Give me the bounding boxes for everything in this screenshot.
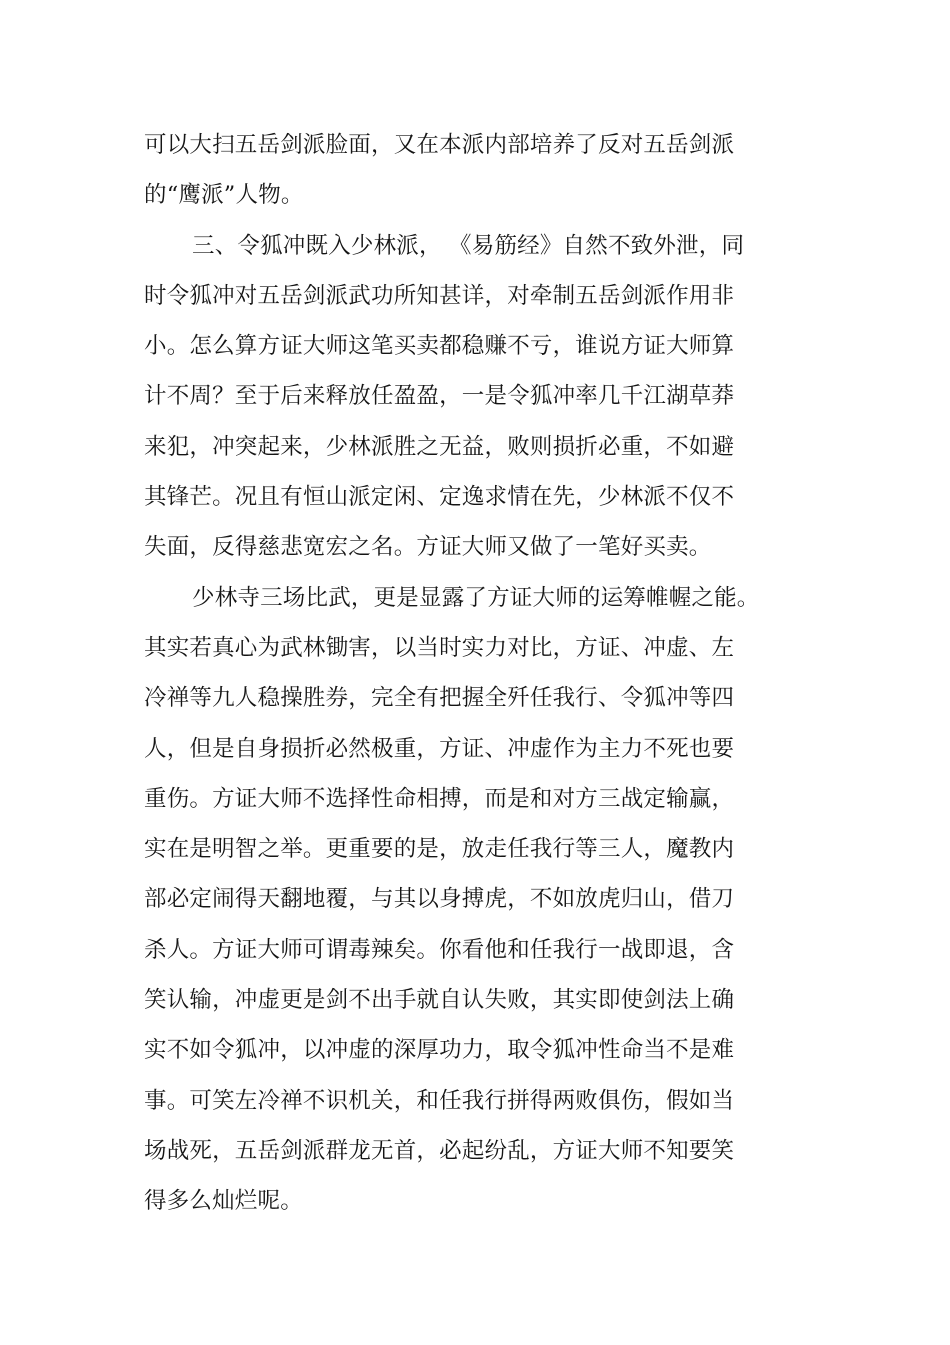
text-line: 得多么灿烂呢。 <box>144 1188 303 1215</box>
text-line: 实不如令狐冲，以冲虚的深厚功力，取令狐冲性命当不是难 <box>144 1037 735 1064</box>
text-line: 其锋芒。况且有恒山派定闲、定逸求情在先，少林派不仅不 <box>144 484 735 511</box>
text-line: 计不周？至于后来释放任盈盈，一是令狐冲率几千江湖草莽 <box>144 383 735 410</box>
text-line: 笑认输，冲虚更是剑不出手就自认失败，其实即使剑法上确 <box>144 987 735 1014</box>
text-line: 小。怎么算方证大师这笔买卖都稳赚不亏，谁说方证大师算 <box>144 333 735 360</box>
text-line: 重伤。方证大师不选择性命相搏，而是和对方三战定输赢， <box>144 785 735 812</box>
text-line: 三、令狐冲既入少林派， 《易筋经》自然不致外泄，同 <box>192 232 745 259</box>
text-line: 少林寺三场比武，更是显露了方证大师的运筹帷幄之能。 <box>192 584 760 611</box>
text-line: 场战死，五岳剑派群龙无首，必起纷乱，方证大师不知要笑 <box>144 1137 735 1164</box>
text-line: 部必定闹得天翻地覆，与其以身搏虎，不如放虎归山，借刀 <box>144 886 735 913</box>
text-line: 杀人。方证大师可谓毒辣矣。你看他和任我行一战即退，含 <box>144 936 735 963</box>
text-line: 人，但是自身损折必然极重，方证、冲虚作为主力不死也要 <box>144 735 735 762</box>
text-line: 其实若真心为武林锄害，以当时实力对比，方证、冲虚、左 <box>144 634 735 661</box>
text-line: 来犯，冲突起来，少林派胜之无益，败则损折必重，不如避 <box>144 433 735 460</box>
text-line: 失面，反得慈悲宽宏之名。方证大师又做了一笔好买卖。 <box>144 534 712 561</box>
text-line: 实在是明智之举。更重要的是，放走任我行等三人，魔教内 <box>144 836 735 863</box>
text-line: 冷禅等九人稳操胜券，完全有把握全歼任我行、令狐冲等四 <box>144 685 735 712</box>
text-line: 的“鹰派”人物。 <box>144 182 304 209</box>
text-line: 可以大扫五岳剑派脸面，又在本派内部培养了反对五岳剑派 <box>144 132 735 158</box>
text-line: 事。可笑左冷禅不识机关，和任我行拼得两败俱伤，假如当 <box>144 1087 735 1114</box>
text-line: 时令狐冲对五岳剑派武功所知甚详，对牵制五岳剑派作用非 <box>144 282 735 309</box>
body-text <box>144 120 804 1227</box>
